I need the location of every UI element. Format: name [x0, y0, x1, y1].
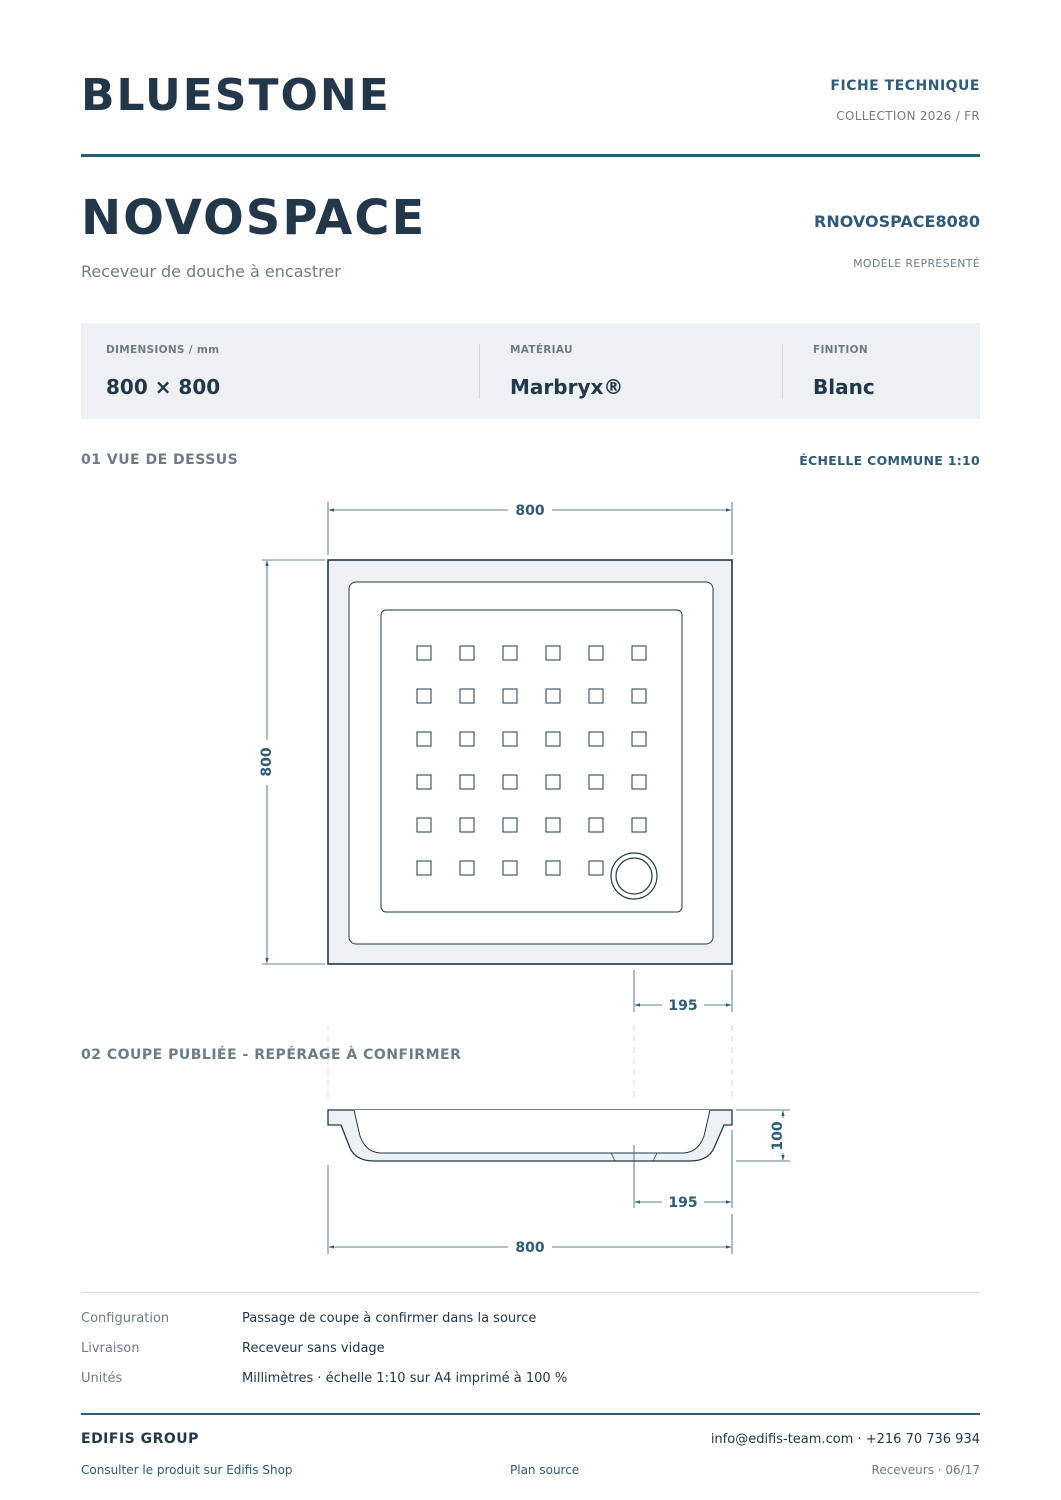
anti-slip-square — [632, 732, 646, 746]
anti-slip-square — [460, 646, 474, 660]
section-cut-title: 02 COUPE PUBLIÉE - REPÉRAGE À CONFIRMER — [81, 1047, 462, 1063]
anti-slip-square — [417, 861, 431, 875]
collection-label: COLLECTION 2026 / FR — [836, 109, 980, 123]
info-value: Receveur sans vidage — [242, 1341, 385, 1356]
anti-slip-square — [546, 818, 560, 832]
product-reference: RNOVOSPACE8080 — [814, 212, 980, 231]
anti-slip-square — [632, 646, 646, 660]
section-top-view-title: 01 VUE DE DESSUS — [81, 452, 239, 468]
anti-slip-square — [632, 818, 646, 832]
dim-width-label: 800 — [515, 503, 545, 519]
anti-slip-square — [589, 646, 603, 660]
anti-slip-square — [417, 818, 431, 832]
anti-slip-square — [417, 732, 431, 746]
tray-section-inner — [354, 1110, 710, 1153]
anti-slip-square — [417, 775, 431, 789]
spec-label: MATÉRIAU — [510, 344, 573, 356]
anti-slip-square — [546, 775, 560, 789]
anti-slip-square — [503, 732, 517, 746]
product-subtitle: Receveur de douche à encastrer — [81, 262, 341, 281]
info-key: Livraison — [81, 1341, 140, 1356]
spec-label: FINITION — [813, 344, 868, 356]
anti-slip-square — [417, 689, 431, 703]
brand-logo-text: BLUESTONE — [81, 70, 391, 121]
top-view — [259, 502, 732, 1098]
anti-slip-square — [417, 646, 431, 660]
anti-slip-square — [503, 646, 517, 660]
dim-height-label: 800 — [259, 747, 275, 777]
anti-slip-square — [546, 689, 560, 703]
anti-slip-square — [460, 861, 474, 875]
drain-inner — [616, 858, 652, 894]
spec-value: Blanc — [813, 375, 875, 399]
anti-slip-square — [589, 861, 603, 875]
product-shop-link[interactable]: Consulter le produit sur Edifis Shop — [81, 1463, 293, 1477]
product-name: NOVOSPACE — [81, 190, 427, 246]
company-name: EDIFIS GROUP — [81, 1431, 199, 1447]
anti-slip-square — [503, 861, 517, 875]
reference-note: MODÈLE REPRÉSENTÉ — [853, 257, 980, 270]
scale-label: ÉCHELLE COMMUNE 1:10 — [799, 453, 980, 468]
spec-value: Marbryx® — [510, 375, 624, 399]
anti-slip-square — [546, 732, 560, 746]
anti-slip-square — [632, 689, 646, 703]
info-key: Configuration — [81, 1311, 170, 1326]
anti-slip-square — [503, 689, 517, 703]
anti-slip-square — [632, 775, 646, 789]
spec-label: DIMENSIONS / mm — [106, 344, 220, 356]
anti-slip-square — [589, 732, 603, 746]
anti-slip-square — [589, 818, 603, 832]
spec-value: 800 × 800 — [106, 375, 221, 399]
dim-section-drain-label: 195 — [668, 1195, 698, 1211]
anti-slip-square — [460, 775, 474, 789]
info-value: Passage de coupe à confirmer dans la source — [242, 1311, 537, 1326]
anti-slip-square — [546, 646, 560, 660]
dim-section-height-label: 100 — [770, 1121, 786, 1151]
anti-slip-square — [460, 818, 474, 832]
dim-section-width-label: 800 — [515, 1240, 545, 1256]
section-view — [328, 1110, 790, 1256]
info-key: Unités — [81, 1371, 123, 1386]
anti-slip-square — [503, 818, 517, 832]
page-indicator: Receveurs · 06/17 — [871, 1463, 980, 1477]
anti-slip-square — [460, 689, 474, 703]
anti-slip-square — [546, 861, 560, 875]
dim-drain-label: 195 — [668, 998, 698, 1014]
anti-slip-square — [460, 732, 474, 746]
contact-info[interactable]: info@edifis-team.com · +216 70 736 934 — [710, 1432, 980, 1447]
anti-slip-square — [589, 775, 603, 789]
info-value: Millimètres · échelle 1:10 sur A4 imprimé à 100 % — [242, 1371, 568, 1386]
source-plan-link[interactable]: Plan source — [510, 1463, 580, 1477]
info-divider — [81, 1292, 980, 1293]
anti-slip-square — [503, 775, 517, 789]
document-type: FICHE TECHNIQUE — [830, 78, 980, 94]
footer-divider — [81, 1413, 980, 1415]
anti-slip-square — [589, 689, 603, 703]
